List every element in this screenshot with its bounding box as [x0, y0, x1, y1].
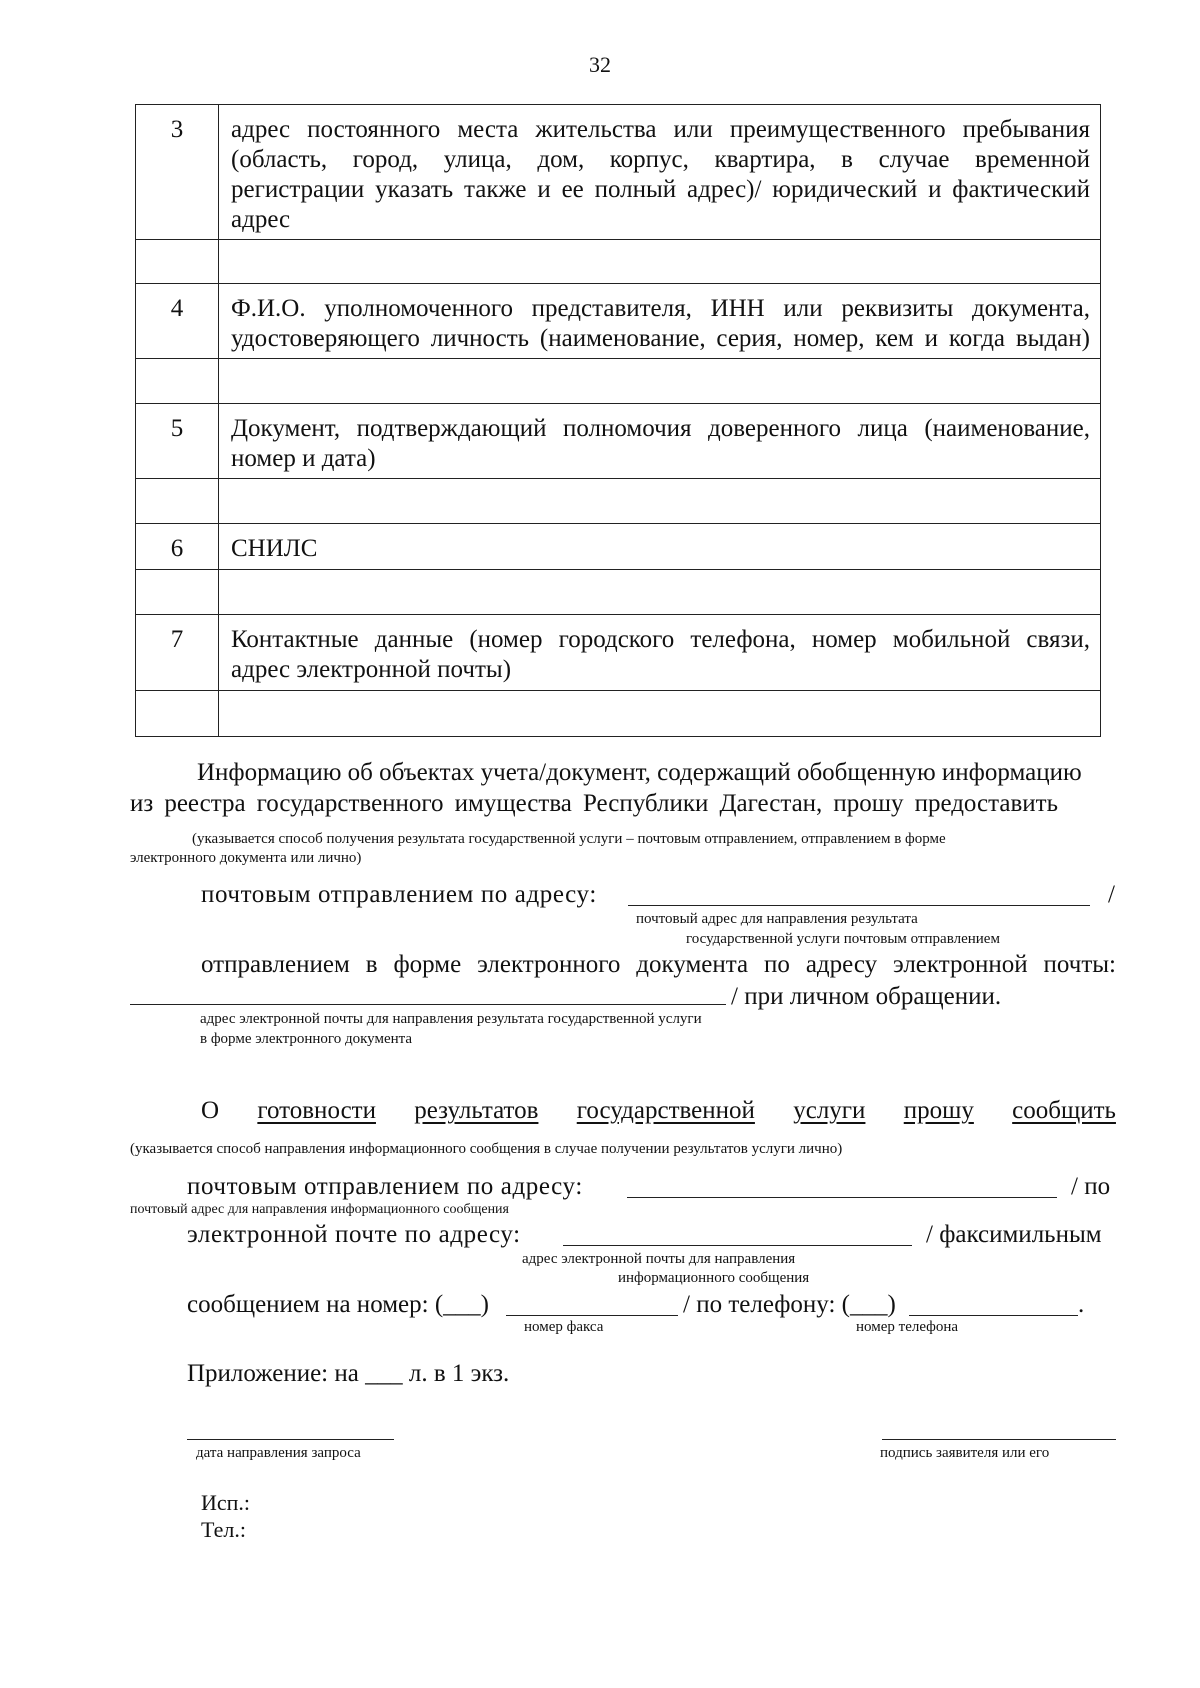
- electronic-note-2: в форме электронного документа: [200, 1031, 413, 1047]
- contacts-value-cell[interactable]: [219, 691, 1101, 737]
- notify-postal-note: почтовый адрес для направления информационного сообщения: [130, 1202, 509, 1217]
- notify-email-tail: / факсимильным: [926, 1221, 1102, 1248]
- info-request-note-2: электронного документа или лично): [130, 850, 362, 866]
- phone-note: номер телефона: [856, 1319, 959, 1335]
- row-label: СНИЛС: [219, 524, 1101, 570]
- info-request-note-1: (указывается способ получения результата государственной услуги – почтовым отправлением, отправлением в форме: [192, 831, 946, 847]
- row-number: 7: [136, 615, 219, 691]
- notify-email-note-1: адрес электронной почты для направления: [522, 1251, 796, 1267]
- request-date-input[interactable]: [187, 1439, 394, 1440]
- notify-postal-label: почтовым отправлением по адресу:: [187, 1173, 583, 1200]
- row-label: адрес постоянного места жительства или преимущественного пребывания (область, город, улица, дом, корпус, квартира, в случае временной регистрации указать также и ее полный адрес)/ юридический и фактический адрес: [219, 105, 1101, 240]
- table-row: [136, 284, 1101, 359]
- row-number: 5: [136, 404, 219, 479]
- notify-postal-tail: / по: [1071, 1173, 1111, 1200]
- row-number-empty: [136, 691, 219, 737]
- notify-email-input[interactable]: [563, 1245, 912, 1246]
- notify-email-note-2: информационного сообщения: [618, 1270, 810, 1286]
- info-request-line-1: Информацию об объектах учета/документ, содержащий обобщенную информацию: [197, 759, 1082, 786]
- notify-email-label: электронной почте по адресу:: [187, 1221, 521, 1248]
- postal-delivery-label: почтовым отправлением по адресу:: [201, 881, 597, 908]
- request-date-note: дата направления запроса: [196, 1445, 361, 1461]
- row-label: Документ, подтверждающий полномочия доверенного лица (наименование, номер и дата): [219, 404, 1101, 479]
- readiness-word: результатов: [414, 1097, 539, 1124]
- electronic-delivery-line-1: отправлением в форме электронного документа по адресу электронной почты:: [201, 951, 1116, 978]
- readiness-word: сообщить: [1012, 1097, 1116, 1124]
- readiness-line: [201, 1096, 1116, 1126]
- applicant-data-table: [135, 104, 1101, 737]
- table-row: [136, 615, 1101, 691]
- readiness-note: (указывается способ направления информационного сообщения в случае получении результатов услуги лично): [130, 1141, 843, 1157]
- notify-postal-address-input[interactable]: [627, 1197, 1057, 1198]
- info-request-line-2: из реестра государственного имущества Республики Дагестан, прошу предоставить: [130, 790, 1058, 817]
- proxy-document-value-cell[interactable]: [219, 479, 1101, 524]
- phone-label: / по телефону: (___): [683, 1291, 896, 1318]
- readiness-word: готовности: [257, 1097, 376, 1124]
- page-number: 32: [589, 52, 611, 77]
- table-row-input[interactable]: [136, 570, 1101, 615]
- fax-label: сообщением на номер: (___): [187, 1291, 489, 1318]
- fax-number-input[interactable]: [506, 1315, 678, 1316]
- table-row: [136, 105, 1101, 240]
- postal-slash: /: [1108, 881, 1115, 908]
- phone-end: .: [1078, 1291, 1085, 1318]
- fax-note: номер факса: [524, 1319, 604, 1335]
- table-row-input[interactable]: [136, 479, 1101, 524]
- table-row: [136, 404, 1101, 479]
- postal-note-2: государственной услуги почтовым отправлением: [686, 931, 1000, 947]
- attachment-label: Приложение: на ___ л. в 1 экз.: [187, 1360, 510, 1387]
- executor-phone-label: Тел.:: [201, 1517, 246, 1542]
- postal-note-1: почтовый адрес для направления результата: [636, 911, 918, 927]
- table-row-input[interactable]: [136, 691, 1101, 737]
- table-row: [136, 524, 1101, 570]
- row-number-empty: [136, 240, 219, 284]
- row-number-empty: [136, 570, 219, 615]
- applicant-signature-input[interactable]: [882, 1439, 1116, 1440]
- row-label: Ф.И.О. уполномоченного представителя, ИНН или реквизиты документа, удостоверяющего личность (наименование, серия, номер, кем и когда выдан): [219, 284, 1101, 359]
- row-number: 3: [136, 105, 219, 240]
- row-number-empty: [136, 479, 219, 524]
- readiness-word: прошу: [903, 1097, 974, 1124]
- electronic-email-input[interactable]: [130, 1004, 726, 1005]
- table-row-input[interactable]: [136, 359, 1101, 404]
- snils-value-cell[interactable]: [219, 570, 1101, 615]
- phone-number-input[interactable]: [909, 1315, 1078, 1316]
- address-value-cell[interactable]: [219, 240, 1101, 284]
- readiness-word: услуги: [793, 1097, 866, 1124]
- row-number: 4: [136, 284, 219, 359]
- table-row-input[interactable]: [136, 240, 1101, 284]
- executor-label: Исп.:: [201, 1490, 251, 1515]
- electronic-note-1: адрес электронной почты для направления результата государственной услуги: [200, 1011, 702, 1027]
- applicant-signature-note: подпись заявителя или его: [880, 1445, 1050, 1461]
- row-label: Контактные данные (номер городского телефона, номер мобильной связи, адрес электронной почты): [219, 615, 1101, 691]
- row-number-empty: [136, 359, 219, 404]
- electronic-delivery-line-2: / при личном обращении.: [731, 983, 1002, 1010]
- row-number: 6: [136, 524, 219, 570]
- readiness-word: О: [201, 1097, 220, 1124]
- postal-address-input[interactable]: [628, 905, 1090, 906]
- representative-value-cell[interactable]: [219, 359, 1101, 404]
- readiness-word: государственной: [576, 1097, 755, 1124]
